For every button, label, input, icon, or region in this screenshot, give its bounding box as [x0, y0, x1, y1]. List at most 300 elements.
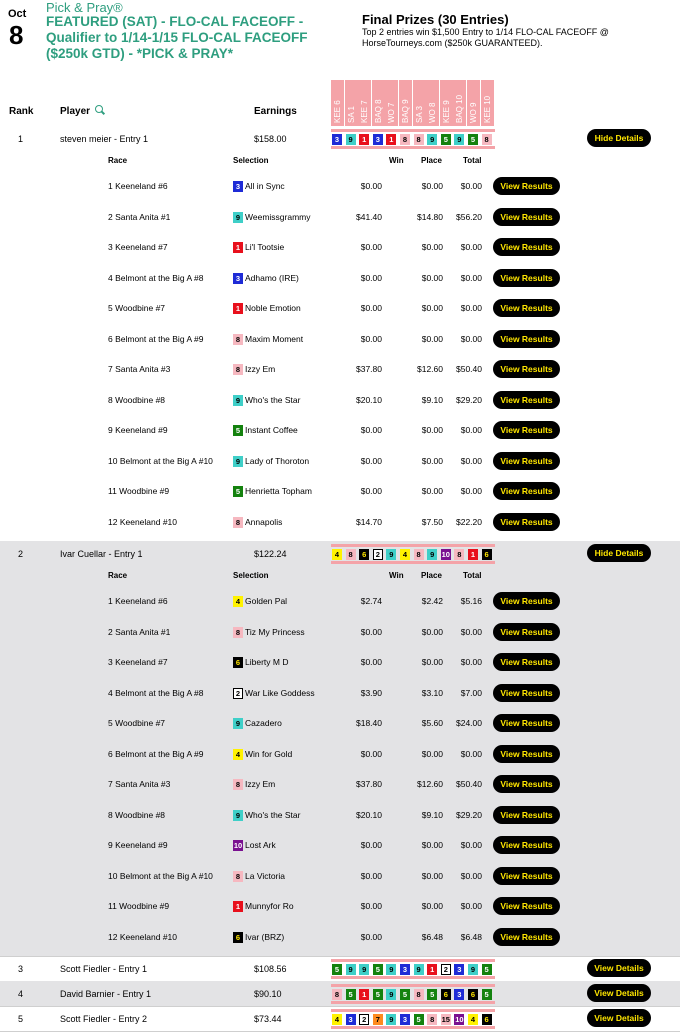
view-results-button[interactable]: View Results [493, 360, 560, 378]
details-place: $9.10 [421, 809, 443, 820]
details-total: $0.00 [460, 657, 482, 667]
view-results-button[interactable]: View Results [493, 775, 560, 793]
details-total: $0.00 [460, 626, 482, 637]
details-selection-header: Selection [233, 571, 269, 580]
details-total: $0.00 [460, 486, 482, 496]
saddle-cloth-chip: 4 [332, 1014, 342, 1025]
saddle-cloth-chip: 3 [454, 989, 464, 1000]
date-day: 8 [9, 20, 24, 50]
view-results-button[interactable]: View Results [493, 653, 560, 671]
view-results-button[interactable]: View Results [493, 299, 560, 317]
details-row [0, 232, 680, 262]
entry-earnings: $122.24 [254, 549, 287, 559]
details-row [0, 263, 680, 293]
view-results-button[interactable]: View Results [493, 836, 560, 854]
player-column-header[interactable] [60, 106, 103, 117]
details-horse-name: Golden Pal [245, 596, 288, 606]
race-header [399, 80, 412, 126]
hide-details-button[interactable]: Hide Details [587, 544, 651, 562]
view-results-button[interactable]: View Results [493, 482, 560, 500]
details-total: $50.40 [456, 779, 482, 789]
saddle-cloth-chip: 5 [441, 134, 451, 145]
view-results-button[interactable]: View Results [493, 513, 560, 531]
details-win-header: Win [389, 156, 404, 165]
race-header [331, 80, 344, 126]
saddle-cloth-chip: 9 [427, 549, 437, 560]
view-results-button[interactable]: View Results [493, 684, 560, 702]
details-win: $20.10 [356, 809, 382, 820]
details-race: 3 Keeneland #7 [108, 657, 168, 667]
saddle-cloth-chip: 2 [441, 964, 451, 975]
details-row [0, 830, 680, 860]
picks-strip [331, 1009, 495, 1029]
picks-strip [331, 544, 495, 564]
details-horse-name: Weemissgrammy [245, 211, 311, 222]
details-race: 11 Woodbine #9 [108, 486, 170, 496]
race-header-label: WO 8 [428, 102, 438, 123]
saddle-cloth-chip: 8 [233, 871, 243, 882]
entry-earnings: $108.56 [254, 964, 287, 974]
leaderboard-entry [0, 541, 680, 956]
details-race: 10 Belmont at the Big A #10 [108, 455, 213, 466]
details-win: $18.40 [356, 718, 382, 728]
details-total: $0.00 [460, 870, 482, 881]
race-header-label: KEE 10 [482, 95, 492, 123]
details-horse-name: War Like Goddess [245, 687, 315, 698]
details-selection [233, 779, 275, 790]
details-race: 6 Belmont at the Big A #9 [108, 333, 204, 344]
details-place: $12.60 [417, 364, 443, 374]
saddle-cloth-chip: 9 [468, 964, 478, 975]
details-place: $0.00 [421, 181, 443, 191]
date-month: Oct [8, 8, 27, 20]
details-horse-name: Annapolis [245, 516, 283, 527]
details-win: $0.00 [360, 931, 382, 942]
details-total: $29.20 [456, 809, 482, 820]
view-results-button[interactable]: View Results [493, 391, 560, 409]
details-row [0, 324, 680, 354]
saddle-cloth-chip: 6 [359, 549, 369, 560]
details-selection [233, 303, 301, 314]
search-icon[interactable] [95, 105, 103, 113]
details-win: $2.74 [360, 596, 382, 606]
saddle-cloth-chip: 2 [373, 549, 383, 560]
details-horse-name: Instant Coffee [245, 425, 298, 435]
details-win: $0.00 [360, 657, 382, 667]
saddle-cloth-chip: 1 [359, 989, 369, 1000]
details-win: $0.00 [360, 486, 382, 496]
details-total: $56.20 [456, 211, 482, 222]
details-place: $3.10 [421, 687, 443, 698]
saddle-cloth-chip: 9 [359, 964, 369, 975]
details-horse-name: Izzy Em [245, 364, 276, 374]
details-place: $6.48 [421, 931, 443, 942]
details-selection [233, 425, 298, 436]
view-results-button[interactable]: View Results [493, 238, 560, 256]
saddle-cloth-chip: 9 [386, 549, 396, 560]
details-win-header: Win [389, 571, 404, 580]
saddle-cloth-chip: 3 [400, 1014, 410, 1025]
saddle-cloth-chip: 9 [346, 964, 356, 975]
race-header [481, 80, 494, 126]
details-horse-name: Munnyfor Ro [245, 901, 294, 911]
race-header-label: KEE 6 [333, 100, 342, 123]
saddle-cloth-chip: 9 [233, 718, 243, 729]
details-place: $5.60 [421, 718, 443, 728]
saddle-cloth-chip: 3 [233, 273, 243, 284]
details-selection [233, 657, 288, 668]
details-place: $0.00 [421, 626, 443, 637]
details-place-header: Place [421, 571, 442, 580]
details-total: $0.00 [460, 181, 482, 191]
details-row [0, 891, 680, 921]
entry-summary-row [0, 541, 680, 567]
prizes-description: Top 2 entries win $1,500 Entry to 1/14 FLO-CAL FACEOFF @ HorseTourneys.com ($250k GUARANTEED). [362, 27, 609, 48]
race-header-label: WO 7 [387, 102, 397, 123]
race-header [440, 80, 453, 126]
earnings-column-header: Earnings [254, 106, 297, 117]
entry-rank: 1 [18, 134, 24, 144]
leaderboard-entry [0, 956, 680, 981]
race-header-label: WO 9 [469, 102, 478, 123]
details-horse-name: Izzy Em [245, 779, 276, 789]
race-header [358, 80, 371, 126]
view-details-button[interactable]: View Details [587, 1009, 651, 1027]
details-row [0, 769, 680, 799]
entry-player-name: Scott Fiedler - Entry 1 [60, 964, 148, 974]
details-selection [233, 596, 287, 607]
details-total: $50.40 [456, 364, 482, 374]
view-results-button[interactable]: View Results [493, 928, 560, 946]
details-race: 7 Santa Anita #3 [108, 364, 171, 374]
details-race: 12 Keeneland #10 [108, 516, 178, 527]
view-results-button[interactable]: View Results [493, 330, 560, 348]
entry-earnings: $90.10 [254, 989, 282, 999]
details-race-header: Race [108, 156, 128, 165]
details-win: $20.10 [356, 394, 382, 405]
entry-rank: 4 [18, 989, 24, 999]
details-win: $41.40 [356, 211, 382, 222]
details-row [0, 354, 680, 384]
race-header [413, 80, 426, 126]
details-selection [233, 181, 285, 192]
saddle-cloth-chip: 9 [414, 964, 424, 975]
race-header-label: BAQ 8 [373, 99, 383, 123]
details-place: $0.00 [421, 272, 443, 283]
details-place: $0.00 [421, 840, 443, 850]
entry-player-name: David Barnier - Entry 1 [60, 989, 152, 999]
details-row [0, 171, 680, 201]
details-horse-name: Win for Gold [245, 748, 293, 759]
view-details-button[interactable]: View Details [587, 984, 651, 1002]
race-header-label: KEE 7 [360, 100, 370, 123]
race-header-label: SA 1 [346, 106, 356, 123]
race-header-label: BAQ 10 [455, 94, 465, 123]
details-horse-name: Adhamo (IRE) [245, 272, 299, 283]
view-results-button[interactable]: View Results [493, 592, 560, 610]
details-selection [233, 627, 305, 638]
details-selection [233, 456, 309, 467]
details-total: $0.00 [460, 748, 482, 759]
saddle-cloth-chip: 1 [233, 242, 243, 253]
details-win: $0.00 [360, 333, 382, 344]
details-win: $0.00 [360, 242, 382, 252]
entry-earnings: $158.00 [254, 134, 287, 144]
picks-strip [331, 129, 495, 149]
details-place: $0.00 [421, 657, 443, 667]
details-selection [233, 334, 303, 345]
saddle-cloth-chip: 9 [233, 395, 243, 406]
details-total: $0.00 [460, 455, 482, 466]
saddle-cloth-chip: 9 [386, 989, 396, 1000]
details-total: $0.00 [460, 840, 482, 850]
details-race: 12 Keeneland #10 [108, 931, 178, 942]
details-win: $0.00 [360, 455, 382, 466]
saddle-cloth-chip: 5 [332, 964, 342, 975]
view-results-button[interactable]: View Results [493, 867, 560, 885]
details-total: $0.00 [460, 303, 482, 313]
entry-summary-row [0, 956, 680, 982]
picks-strip [331, 959, 495, 979]
saddle-cloth-chip: 3 [346, 1014, 356, 1025]
details-horse-name: La Victoria [245, 870, 286, 881]
entry-player-name: steven meier - Entry 1 [60, 134, 149, 144]
view-results-button[interactable]: View Results [493, 421, 560, 439]
details-total-header: Total [463, 571, 482, 580]
details-win: $0.00 [360, 626, 382, 637]
saddle-cloth-chip: 8 [414, 134, 424, 145]
saddle-cloth-chip: 4 [233, 749, 243, 760]
details-place: $0.00 [421, 242, 443, 252]
details-row [0, 415, 680, 445]
saddle-cloth-chip: 2 [359, 1014, 369, 1025]
details-selection [233, 871, 285, 882]
details-horse-name: Henrietta Topham [245, 486, 312, 496]
entry-rank: 3 [18, 964, 24, 974]
details-race: 4 Belmont at the Big A #8 [108, 687, 204, 698]
hide-details-button[interactable]: Hide Details [587, 129, 651, 147]
details-total: $0.00 [460, 242, 482, 252]
saddle-cloth-chip: 5 [414, 1014, 424, 1025]
details-selection [233, 749, 292, 760]
details-row [0, 800, 680, 830]
details-race: 3 Keeneland #7 [108, 242, 168, 252]
details-race: 11 Woodbine #9 [108, 901, 170, 911]
saddle-cloth-chip: 9 [427, 134, 437, 145]
details-total: $29.20 [456, 394, 482, 405]
details-place: $12.60 [417, 779, 443, 789]
saddle-cloth-chip: 6 [233, 932, 243, 943]
details-horse-name: Lost Ark [245, 840, 276, 850]
entry-summary-row [0, 126, 680, 152]
details-place: $0.00 [421, 486, 443, 496]
saddle-cloth-chip: 4 [468, 1014, 478, 1025]
saddle-cloth-chip: 10 [441, 550, 450, 559]
details-win: $0.00 [360, 840, 382, 850]
saddle-cloth-chip: 8 [233, 517, 243, 528]
race-header [372, 80, 385, 126]
details-horse-name: Ivar (BRZ) [245, 931, 285, 942]
details-horse-name: Liberty M D [245, 657, 289, 667]
saddle-cloth-chip: 5 [427, 989, 437, 1000]
saddle-cloth-chip: 1 [427, 964, 437, 975]
details-row [0, 385, 680, 415]
view-results-button[interactable]: View Results [493, 745, 560, 763]
race-header [467, 80, 480, 126]
details-place: $0.00 [421, 333, 443, 344]
view-results-button[interactable]: View Results [493, 177, 560, 195]
details-selection [233, 242, 284, 253]
prizes-title: Final Prizes (30 Entries) [362, 12, 509, 27]
rank-column-header: Rank [9, 106, 34, 117]
saddle-cloth-chip: 4 [332, 549, 342, 560]
saddle-cloth-chip: 1 [468, 549, 478, 560]
view-results-button[interactable]: View Results [493, 208, 560, 226]
details-place: $0.00 [421, 748, 443, 759]
saddle-cloth-chip: 2 [233, 688, 243, 699]
race-header-label: BAQ 9 [401, 99, 410, 123]
details-total: $0.00 [460, 272, 482, 283]
details-total: $22.20 [456, 516, 482, 527]
saddle-cloth-chip: 8 [346, 549, 356, 560]
details-place: $0.00 [421, 455, 443, 466]
view-results-button[interactable]: View Results [493, 714, 560, 732]
details-selection [233, 486, 312, 497]
race-header [385, 80, 398, 126]
entry-player-name: Scott Fiedler - Entry 2 [60, 1014, 148, 1024]
saddle-cloth-chip: 9 [233, 810, 243, 821]
saddle-cloth-chip: 10 [233, 841, 243, 851]
saddle-cloth-chip: 6 [233, 657, 243, 668]
details-place: $0.00 [421, 425, 443, 435]
saddle-cloth-chip: 3 [373, 134, 383, 145]
event-title: FEATURED (SAT) - FLO-CAL FACEOFF - Qualifier to 1/14-1/15 FLO-CAL FACEOFF ($250k GTD) - *PICK & PRAY* [46, 14, 308, 61]
saddle-cloth-chip: 15 [441, 1015, 450, 1024]
details-place: $0.00 [421, 901, 443, 911]
details-total: $7.00 [460, 687, 482, 698]
entry-earnings: $73.44 [254, 1014, 282, 1024]
details-selection [233, 688, 315, 699]
view-results-button[interactable]: View Results [493, 623, 560, 641]
saddle-cloth-chip: 1 [233, 901, 243, 912]
saddle-cloth-chip: 1 [233, 303, 243, 314]
details-horse-name: Li'l Tootsie [245, 242, 285, 252]
saddle-cloth-chip: 4 [233, 596, 243, 607]
details-place: $7.50 [421, 516, 443, 527]
details-total: $24.00 [456, 718, 482, 728]
details-race: 2 Santa Anita #1 [108, 211, 171, 222]
entry-summary-row [0, 1006, 680, 1032]
details-win: $0.00 [360, 425, 382, 435]
race-header [345, 80, 358, 126]
saddle-cloth-chip: 1 [359, 134, 369, 145]
view-details-button[interactable]: View Details [587, 959, 651, 977]
saddle-cloth-chip: 6 [482, 549, 492, 560]
leaderboard-entry [0, 1006, 680, 1031]
saddle-cloth-chip: 8 [414, 549, 424, 560]
details-win: $0.00 [360, 901, 382, 911]
details-win: $0.00 [360, 870, 382, 881]
saddle-cloth-chip: 6 [468, 989, 478, 1000]
details-win: $37.80 [356, 779, 382, 789]
details-row [0, 617, 680, 647]
details-total: $5.16 [460, 596, 482, 606]
entry-summary-row [0, 981, 680, 1007]
player-column-label: Player [60, 106, 91, 117]
saddle-cloth-chip: 9 [386, 964, 396, 975]
details-race: 8 Woodbine #8 [108, 809, 166, 820]
saddle-cloth-chip: 3 [400, 964, 410, 975]
details-win: $0.00 [360, 272, 382, 283]
details-win: $0.00 [360, 748, 382, 759]
saddle-cloth-chip: 10 [455, 1015, 464, 1024]
details-row [0, 476, 680, 506]
saddle-cloth-chip: 8 [233, 334, 243, 345]
view-results-button[interactable]: View Results [493, 269, 560, 287]
details-horse-name: Cazadero [245, 718, 282, 728]
event-type: Pick & Pray® [46, 0, 123, 15]
details-race: 6 Belmont at the Big A #9 [108, 748, 204, 759]
details-row [0, 293, 680, 323]
saddle-cloth-chip: 5 [400, 989, 410, 1000]
saddle-cloth-chip: 8 [233, 364, 243, 375]
details-place-header: Place [421, 156, 442, 165]
details-selection [233, 364, 275, 375]
details-selection [233, 517, 282, 528]
saddle-cloth-chip: 8 [482, 134, 492, 145]
details-horse-name: Tiz My Princess [245, 626, 305, 637]
saddle-cloth-chip: 8 [427, 1014, 437, 1025]
saddle-cloth-chip: 5 [482, 964, 492, 975]
details-race: 2 Santa Anita #1 [108, 626, 171, 637]
saddle-cloth-chip: 5 [468, 134, 478, 145]
saddle-cloth-chip: 6 [441, 989, 451, 1000]
details-selection [233, 395, 300, 406]
details-row [0, 507, 680, 537]
details-race-header: Race [108, 571, 128, 580]
saddle-cloth-chip: 4 [400, 549, 410, 560]
race-header [426, 80, 439, 126]
details-row [0, 861, 680, 891]
details-total: $6.48 [460, 931, 482, 942]
details-row [0, 647, 680, 677]
saddle-cloth-chip: 5 [233, 486, 243, 497]
details-win: $0.00 [360, 181, 382, 191]
details-selection [233, 901, 294, 912]
view-results-button[interactable]: View Results [493, 897, 560, 915]
details-place: $0.00 [421, 303, 443, 313]
details-total-header: Total [463, 156, 482, 165]
saddle-cloth-chip: 3 [233, 181, 243, 192]
saddle-cloth-chip: 9 [233, 456, 243, 467]
details-row [0, 446, 680, 476]
picks-strip [331, 984, 495, 1004]
details-race: 9 Keeneland #9 [108, 840, 168, 850]
details-horse-name: Noble Emotion [245, 303, 301, 313]
entry-rank: 5 [18, 1014, 24, 1024]
details-horse-name: Lady of Thoroton [245, 455, 310, 466]
view-results-button[interactable]: View Results [493, 806, 560, 824]
details-race: 7 Santa Anita #3 [108, 779, 171, 789]
details-race: 9 Keeneland #9 [108, 425, 168, 435]
saddle-cloth-chip: 8 [414, 989, 424, 1000]
details-horse-name: Who's the Star [245, 809, 301, 820]
saddle-cloth-chip: 8 [332, 989, 342, 1000]
details-row [0, 586, 680, 616]
saddle-cloth-chip: 7 [373, 1014, 383, 1025]
view-results-button[interactable]: View Results [493, 452, 560, 470]
details-place: $0.00 [421, 870, 443, 881]
